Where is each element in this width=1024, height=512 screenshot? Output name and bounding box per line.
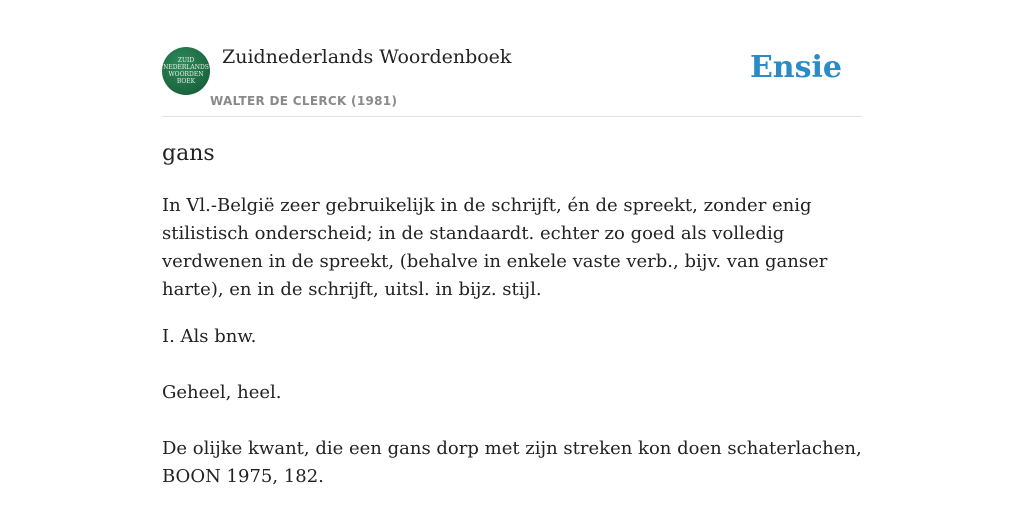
logo-line: ZUID xyxy=(177,57,195,64)
page-container xyxy=(162,0,862,487)
logo-line: WOORDEN xyxy=(168,71,204,78)
logo-line: BOEK xyxy=(176,78,196,85)
logo-line: NEDERLANDS xyxy=(163,64,209,71)
entry-paragraph-example: De olijke kwant, die een gans dorp met zijn streken kon doen schaterlachen, BOON 1975, 182. xyxy=(162,438,862,487)
entry-paragraph-intro: In Vl.-België zeer gebruikelijk in de schrijft, én de spreekt, zonder enig stilistisch onderscheid; in de standaardt. echter zo goed als volledig verdwenen in de spreekt, (behalve in enkele vaste verb., bijv. van ganser harte), en in de schrijft, uitsl. in bijz. stijl. xyxy=(162,195,828,300)
page-header xyxy=(162,0,862,117)
book-logo-icon[interactable] xyxy=(162,47,210,95)
entry-headword: gans xyxy=(162,141,215,166)
entry-paragraph-definition: Geheel, heel. xyxy=(162,382,282,403)
ensie-logo-link[interactable]: Ensie xyxy=(749,50,842,85)
book-title-link[interactable]: Zuidnederlands Woordenboek xyxy=(222,46,512,68)
book-author: WALTER DE CLERCK (1981) xyxy=(210,94,398,108)
entry-paragraph-sense: I. Als bnw. xyxy=(162,326,257,347)
